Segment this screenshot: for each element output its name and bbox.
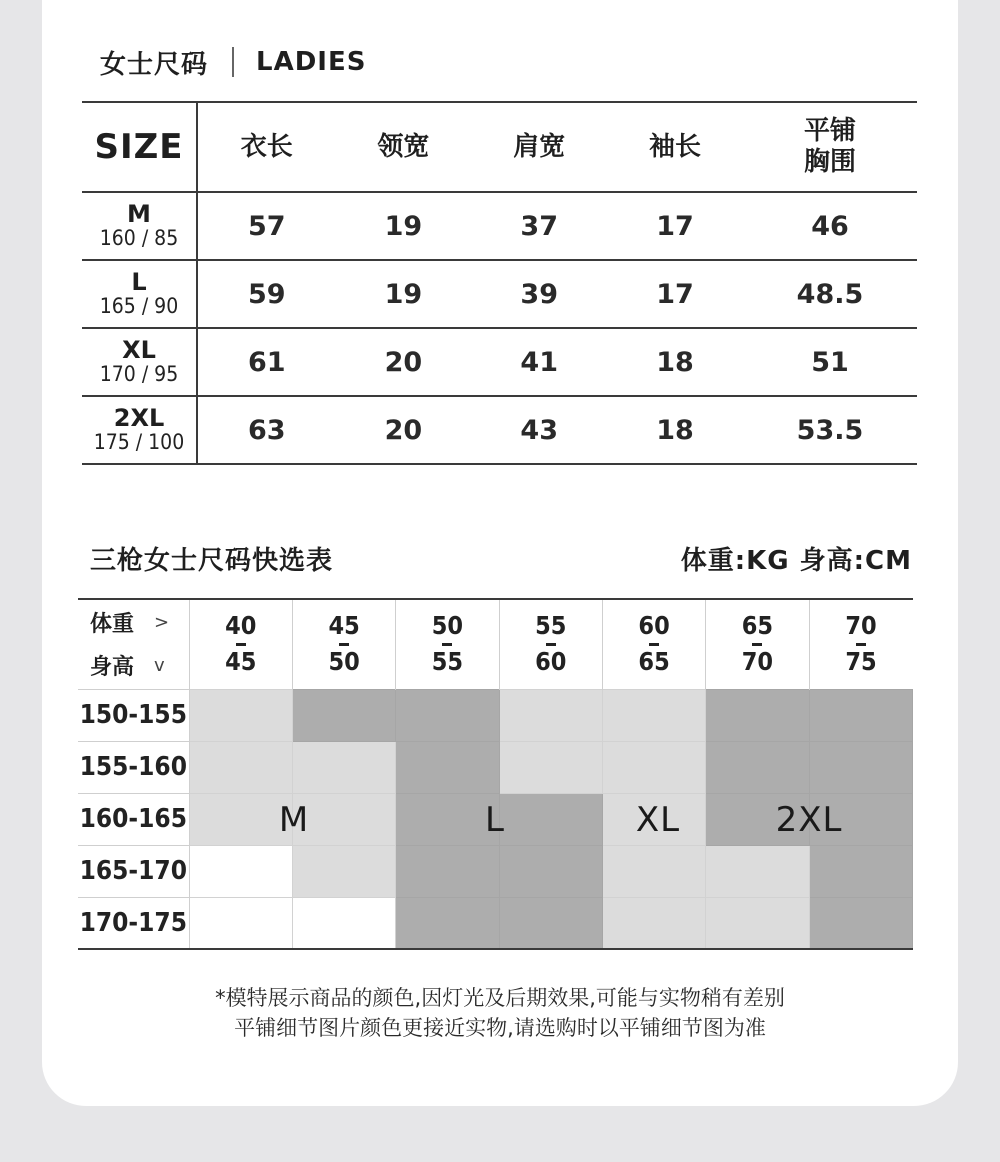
weight-range-from: 50: [431, 611, 464, 641]
size-cell: [82, 192, 197, 260]
height-row: [78, 845, 913, 897]
title-cn: 女士尺码: [100, 49, 209, 80]
col-header-chest-line1: 平铺: [803, 116, 856, 146]
size-row: [82, 328, 917, 396]
col-header-collar: 领宽: [377, 131, 430, 162]
size-zone-cell: [602, 741, 705, 793]
size-cell: [82, 260, 197, 328]
size-row: [82, 192, 917, 260]
size-zone-label-2xl: 2XL: [775, 800, 843, 840]
range-dash: [236, 643, 246, 646]
measurement-value: 37: [520, 210, 558, 242]
size-height-bust: 165 / 90: [99, 294, 179, 318]
size-row: [82, 260, 917, 328]
size-zone-cell: [499, 689, 602, 741]
size-chart-header-row: [82, 102, 917, 192]
measurement-value: 46: [811, 210, 849, 242]
size-zone-label-xl: XL: [635, 800, 681, 840]
measurement-value: 20: [384, 346, 423, 378]
measurement-value: 20: [384, 414, 423, 446]
range-dash: [649, 643, 659, 646]
range-dash: [339, 643, 349, 646]
size-zone-cell: [396, 793, 499, 845]
weight-range-to: 55: [431, 647, 464, 677]
size-zone-cell: [396, 689, 499, 741]
weight-range-from: 65: [741, 611, 774, 641]
quick-select-table: [78, 598, 913, 950]
height-row: [78, 897, 913, 949]
size-zone-cell: [602, 897, 705, 949]
measurement-value: 19: [384, 210, 423, 242]
weight-range-from: 45: [328, 611, 360, 641]
weight-range-to: 45: [225, 647, 257, 677]
size-zone-cell: [189, 897, 292, 949]
size-zone-cell: [396, 897, 499, 949]
size-cell: [82, 328, 197, 396]
size-zone-cell: [809, 897, 912, 949]
size-height-bust: 160 / 85: [99, 226, 179, 250]
size-header: SIZE: [82, 102, 197, 192]
measurement-value: 41: [520, 346, 558, 378]
note-line-1: *模特展示商品的颜色,因灯光及后期效果,可能与实物稍有差别: [215, 986, 785, 1010]
ladies-size-title: [100, 40, 366, 84]
height-row: [78, 741, 913, 793]
range-dash: [442, 643, 452, 646]
size-zone-cell: [396, 845, 499, 897]
weight-range-header: [602, 599, 705, 689]
corner-height: [90, 650, 165, 681]
measurement-value: 18: [656, 414, 694, 446]
measurement-value: 53.5: [796, 414, 864, 446]
size-zone-cell: [189, 741, 292, 793]
size-zone-cell: [602, 845, 705, 897]
weight-range-from: 60: [638, 611, 670, 641]
measurement-value: 57: [247, 210, 286, 242]
weight-range-to: 50: [328, 647, 360, 677]
size-zone-cell: [189, 689, 292, 741]
height-range-label: 165-170: [78, 845, 189, 897]
unit-label: 体重:KG 身高:CM: [680, 546, 912, 576]
size-zone-label-l: L: [485, 800, 505, 840]
size-zone-cell: [292, 897, 395, 949]
size-zone-cell: [706, 897, 809, 949]
measurement-value: 17: [656, 210, 694, 242]
size-zone-cell: [292, 741, 395, 793]
measurement-value: 59: [247, 278, 286, 310]
title-divider: [232, 47, 234, 77]
size-name: L: [131, 268, 147, 296]
weight-range-header: [292, 599, 395, 689]
height-range-label: 160-165: [78, 793, 189, 845]
col-header-chest-line2: 胸围: [803, 147, 856, 177]
corner-height-label: 身高: [90, 655, 135, 681]
quick-header-row: [78, 599, 913, 689]
weight-range-from: 70: [845, 611, 877, 641]
size-cell: [82, 396, 197, 464]
size-zone-cell: [189, 845, 292, 897]
down-arrow-icon: v: [154, 655, 165, 677]
right-arrow-icon: >: [154, 612, 170, 634]
measurement-value: 19: [384, 278, 423, 310]
size-zone-cell: [809, 845, 912, 897]
height-row: [78, 689, 913, 741]
measurement-value: 51: [811, 346, 849, 378]
size-zone-cell: [292, 845, 395, 897]
measurement-value: 63: [247, 414, 286, 446]
col-header-length: 衣长: [240, 131, 293, 162]
size-height-bust: 175 / 100: [93, 430, 185, 454]
range-dash: [856, 643, 866, 646]
height-range-label: 170-175: [78, 897, 189, 949]
quick-select-title: 三枪女士尺码快选表: [90, 546, 334, 576]
height-range-label: 155-160: [78, 741, 189, 793]
size-zone-cell: [396, 741, 499, 793]
size-name: 2XL: [113, 404, 165, 432]
height-range-label: 150-155: [78, 689, 189, 741]
range-dash: [752, 643, 762, 646]
measurement-value: 39: [520, 278, 558, 310]
size-zone-cell: [706, 741, 809, 793]
size-zone-cell: [809, 741, 912, 793]
size-zone-cell: [292, 689, 395, 741]
weight-range-header: [499, 599, 602, 689]
note-line-2: 平铺细节图片颜色更接近实物,请选购时以平铺细节图为准: [234, 1016, 766, 1040]
size-zone-cell: [499, 793, 602, 845]
measurement-value: 43: [520, 414, 558, 446]
measurement-value: 17: [656, 278, 694, 310]
measurement-value: 48.5: [796, 278, 864, 310]
weight-range-to: 75: [845, 647, 877, 677]
weight-range-to: 65: [638, 647, 670, 677]
size-name: M: [127, 200, 151, 228]
size-zone-cell: [809, 689, 912, 741]
weight-range-header: [809, 599, 912, 689]
col-header-chest: [743, 102, 917, 192]
weight-range-from: 40: [225, 611, 257, 641]
size-zone-cell: [499, 741, 602, 793]
weight-range-from: 55: [535, 611, 567, 641]
measurement-value: 18: [656, 346, 694, 378]
title-en: LADIES: [256, 47, 367, 77]
size-zone-label-m: M: [278, 800, 310, 840]
weight-range-header: [189, 599, 292, 689]
weight-range-header: [706, 599, 809, 689]
size-zone-cell: [499, 845, 602, 897]
size-name: XL: [122, 336, 156, 364]
range-dash: [546, 643, 556, 646]
measurement-value: 61: [247, 346, 286, 378]
size-chart-table: [82, 101, 917, 465]
corner-weight: [90, 607, 169, 638]
corner-cell: [78, 599, 189, 689]
size-zone-cell: [706, 689, 809, 741]
size-zone-cell: [499, 897, 602, 949]
size-height-bust: 170 / 95: [99, 362, 179, 386]
corner-weight-label: 体重: [90, 612, 135, 638]
weight-range-header: [396, 599, 499, 689]
col-header-sleeve: 袖长: [649, 131, 702, 162]
size-zone-cell: [189, 793, 292, 845]
size-zone-cell: [602, 689, 705, 741]
col-header-shoulder: 肩宽: [513, 131, 566, 162]
size-row: [82, 396, 917, 464]
weight-range-to: 60: [535, 647, 567, 677]
weight-range-to: 70: [741, 647, 774, 677]
size-zone-cell: [706, 845, 809, 897]
